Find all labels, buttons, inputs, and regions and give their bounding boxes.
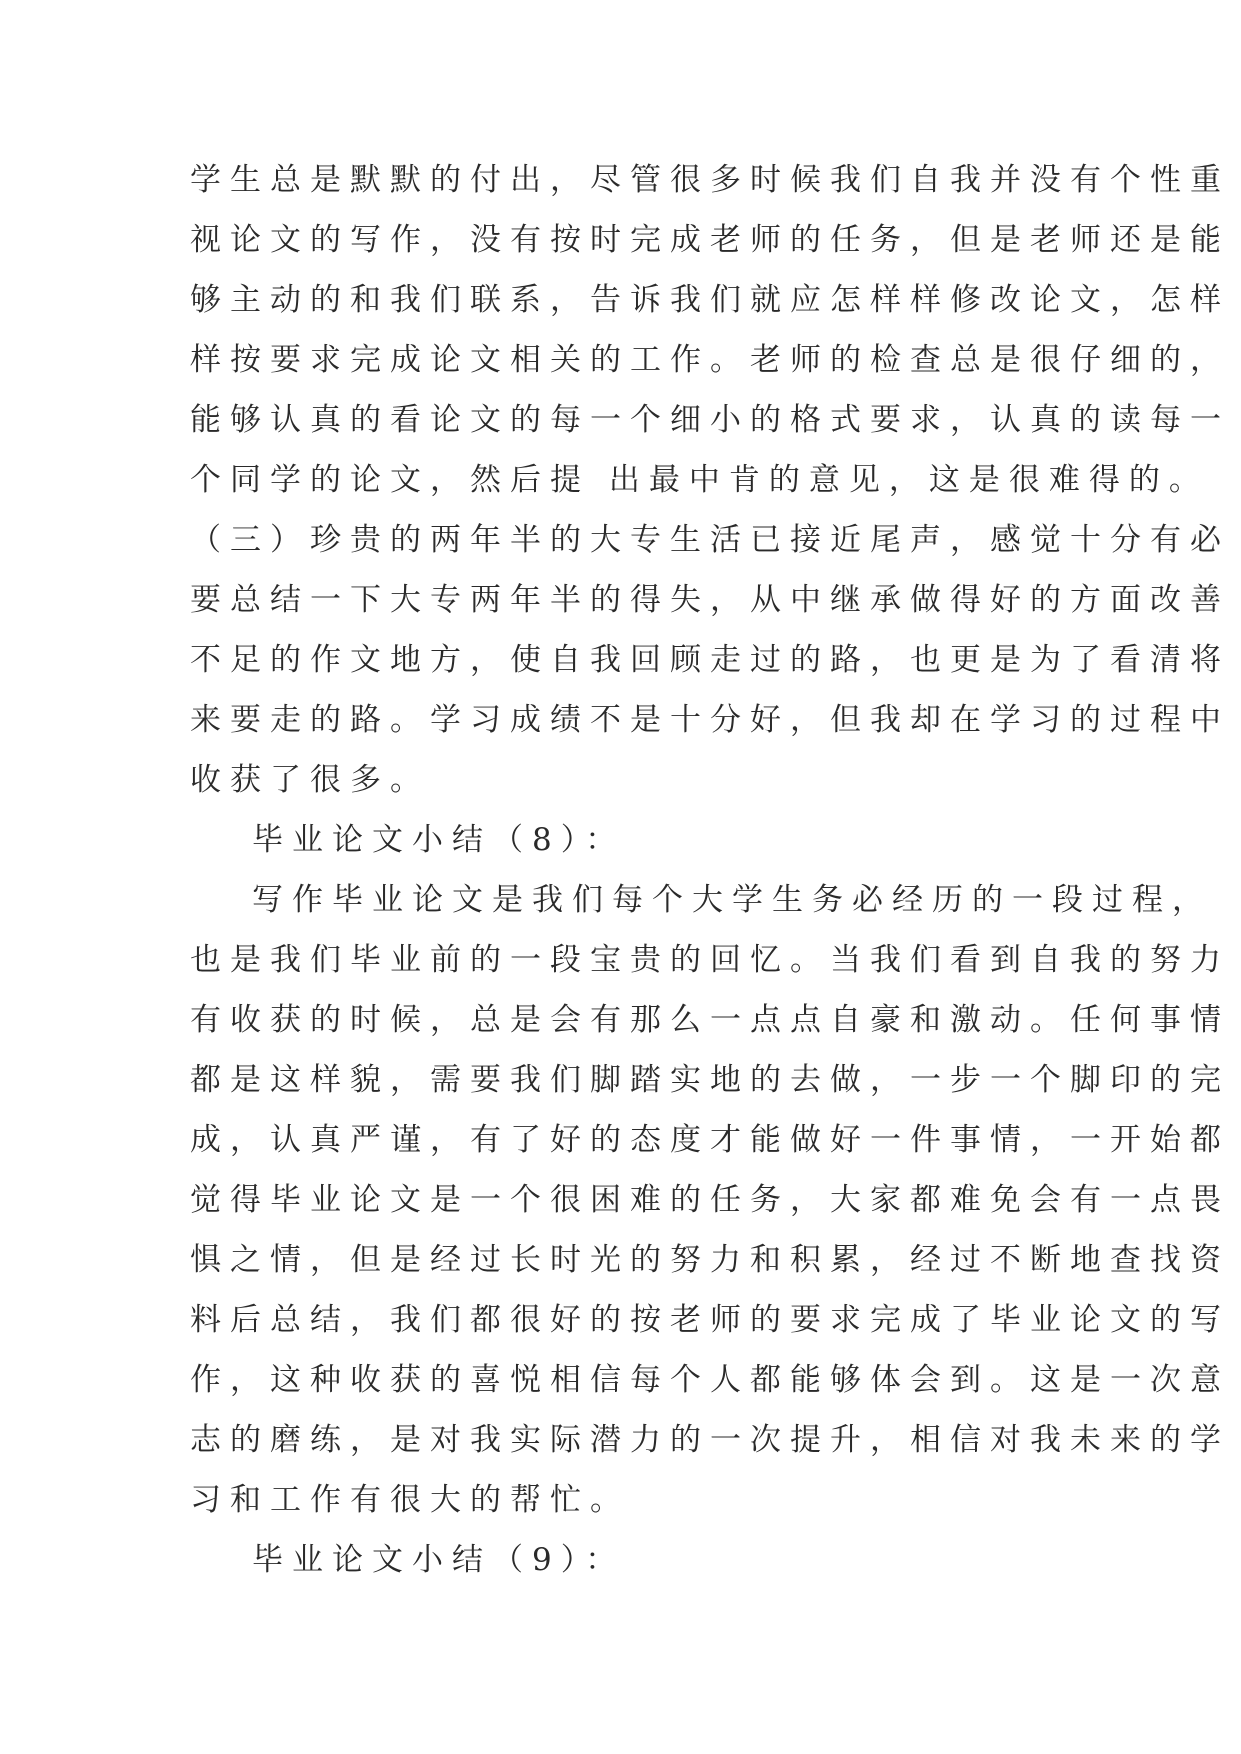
text-line: 视论文的写作，没有按时完成老师的任务，但是老师还是能 [190, 222, 1230, 258]
text-line: 也是我们毕业前的一段宝贵的回忆。当我们看到自我的努力 [190, 942, 1230, 978]
text-line: 有收获的时候，总是会有那么一点点自豪和激动。任何事情 [190, 1002, 1230, 1038]
text-line: 都是这样貌，需要我们脚踏实地的去做，一步一个脚印的完 [190, 1062, 1230, 1098]
text-line: 样按要求完成论文相关的工作。老师的检查总是很仔细的， [190, 342, 1230, 378]
text-line: 够主动的和我们联系，告诉我们就应怎样样修改论文，怎样 [190, 282, 1230, 318]
text-line: 要总结一下大专两年半的得失，从中继承做得好的方面改善 [190, 582, 1230, 618]
text-line: 来要走的路。学习成绩不是十分好，但我却在学习的过程中 [190, 702, 1230, 738]
text-line: 写作毕业论文是我们每个大学生务必经历的一段过程， [252, 882, 1212, 918]
text-line: 作，这种收获的喜悦相信每个人都能够体会到。这是一次意 [190, 1362, 1230, 1398]
text-line: 志的磨练，是对我实际潜力的一次提升，相信对我未来的学 [190, 1422, 1230, 1458]
text-line: 不足的作文地方，使自我回顾走过的路，也更是为了看清将 [190, 642, 1230, 678]
text-line: 成，认真严谨，有了好的态度才能做好一件事情，一开始都 [190, 1122, 1230, 1158]
text-line: 能够认真的看论文的每一个细小的格式要求，认真的读每一 [190, 402, 1230, 438]
text-line: 收获了很多。 [190, 762, 430, 798]
text-line: 个同学的论文，然后提 出最中肯的意见，这是很难得的。 [190, 462, 1209, 498]
section-heading: 毕业论文小结（8）： [252, 822, 626, 858]
text-line: 学生总是默默的付出，尽管很多时候我们自我并没有个性重 [190, 162, 1230, 198]
text-line: （三）珍贵的两年半的大专生活已接近尾声，感觉十分有必 [190, 522, 1230, 558]
text-line: 料后总结，我们都很好的按老师的要求完成了毕业论文的写 [190, 1302, 1230, 1338]
document-body [190, 150, 1230, 1590]
text-line: 惧之情，但是经过长时光的努力和积累，经过不断地查找资 [190, 1242, 1230, 1278]
text-line: 觉得毕业论文是一个很困难的任务，大家都难免会有一点畏 [190, 1182, 1230, 1218]
section-heading: 毕业论文小结（9）： [252, 1542, 626, 1578]
text-line: 习和工作有很大的帮忙。 [190, 1482, 630, 1518]
